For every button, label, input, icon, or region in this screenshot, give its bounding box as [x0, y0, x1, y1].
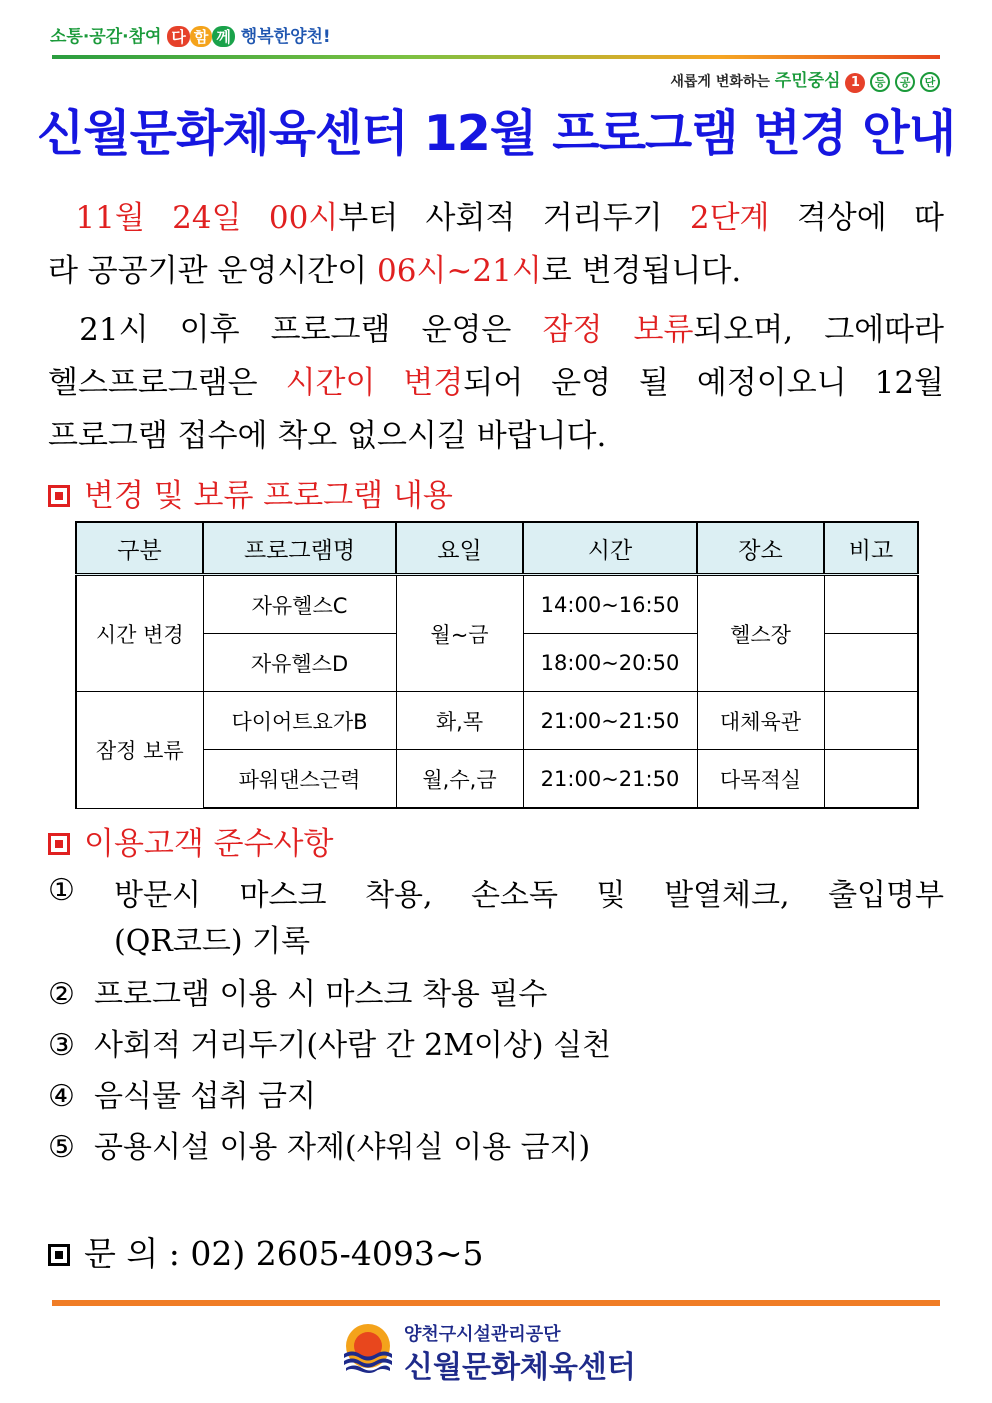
column-header: 구분 [76, 522, 203, 575]
place-cell: 대체육관 [697, 692, 824, 750]
group-cell: 잠정 보류 [76, 692, 203, 809]
time-cell: 21:00~21:50 [523, 750, 697, 809]
rule-text: 음식물 섭취 금지 [94, 1079, 316, 1114]
column-header: 요일 [396, 522, 523, 575]
notice-text: 격상에 따 [769, 200, 945, 236]
sun-wave-emblem-icon [340, 1320, 396, 1376]
column-header: 시간 [523, 522, 697, 575]
center-name: 신월문화체육센터 [404, 1350, 636, 1385]
program-name-cell: 파워댄스근력 [203, 750, 396, 809]
column-header: 비고 [824, 522, 918, 575]
list-item [48, 1071, 944, 1115]
rules-list [48, 0, 944, 1403]
notice-text: 헬스프로그램은 [48, 365, 286, 401]
notice-text: 로 변경됩니다. [541, 253, 742, 289]
column-header: 장소 [697, 522, 824, 575]
time-cell: 21:00~21:50 [523, 692, 697, 750]
slogan-badge-da: 다 [167, 26, 190, 47]
notice-text: 21시 이후 프로그램 운영은 [79, 312, 543, 348]
day-cell: 월,수,금 [396, 750, 523, 809]
page-title: 신월문화체육센터 12월 프로그램 변경 안내 [36, 105, 956, 162]
notice-text: 라 공공기관 운영시간이 [48, 253, 378, 289]
rule-number: ② [48, 977, 75, 1012]
slogan-happy: 행복한 [240, 27, 291, 47]
motto-badge-1: 등 [870, 72, 890, 92]
slogan-text: 소통·공감·참여 [50, 27, 162, 47]
notice-hold: 잠정 보류 [542, 312, 694, 348]
rule-text: 공용시설 이용 자제(샤워실 이용 금지) [94, 1130, 591, 1165]
rule-number: ① [48, 873, 75, 908]
day-cell: 월~금 [396, 575, 523, 692]
section-heading-text: 이용고객 준수사항 [84, 826, 334, 862]
rule-text: 프로그램 이용 시 마스크 착용 필수 [94, 977, 548, 1012]
group-cell: 시간 변경 [76, 575, 203, 692]
program-name-cell: 자유헬스C [203, 575, 396, 634]
rule-number: ⑤ [48, 1130, 75, 1165]
list-item [48, 1020, 944, 1064]
notice-time-change: 시간이 변경 [285, 365, 464, 401]
list-item [48, 1122, 944, 1166]
rule-number: ④ [48, 1079, 75, 1114]
slogan-yangcheon: 양천! [290, 27, 331, 47]
slogan-badge-ge: 께 [212, 26, 235, 47]
time-cell: 18:00~20:50 [523, 634, 697, 692]
rule-text: 사회적 거리두기(사람 간 2M이상) 실천 [94, 1028, 612, 1063]
list-item [48, 873, 944, 919]
contact-text: 문 의 : 02) 2605-4093~5 [84, 1234, 484, 1273]
bottom-divider [52, 1300, 940, 1306]
contact-info [48, 1228, 483, 1275]
rule-text: 방문시 마스크 착용, 손소독 및 발열체크, 출입명부 [114, 878, 944, 913]
column-header: 프로그램명 [203, 522, 396, 575]
slogan-badge-ham: 함 [190, 26, 213, 47]
place-cell: 헬스장 [697, 575, 824, 692]
time-cell: 14:00~16:50 [523, 575, 697, 634]
section-heading-text: 변경 및 보류 프로그램 내용 [84, 478, 453, 514]
motto-number-badge: 1 [845, 73, 865, 93]
list-item [48, 969, 944, 1013]
notice-line-5: 프로그램 접수에 착오 없으시길 바랍니다. [48, 418, 607, 454]
motto-badge-3: 단 [920, 72, 940, 92]
notice-date: 11월 24일 00시 [75, 200, 339, 236]
notice-text: 부터 사회적 거리두기 [338, 200, 690, 236]
motto-badge-2: 공 [895, 72, 915, 92]
day-cell: 화,목 [396, 692, 523, 750]
place-cell: 다목적실 [697, 750, 824, 809]
rule-text: (QR코드) 기록 [114, 924, 311, 959]
motto-text: 새롭게 변화하는 [670, 74, 770, 90]
notice-text: 되어 운영 될 예정이오니 12월 [463, 365, 944, 401]
motto-emphasis: 주민중심 [774, 71, 841, 91]
program-name-cell: 다이어트요가B [203, 692, 396, 750]
program-name-cell: 자유헬스D [203, 634, 396, 692]
notice-level: 2단계 [689, 200, 770, 236]
org-name: 양천구시설관리공단 [404, 1324, 561, 1345]
square-bullet-icon [48, 1244, 70, 1266]
notice-text: 되오며, 그에따라 [693, 312, 944, 348]
rule-number: ③ [48, 1028, 75, 1063]
notice-hours: 06시~21시 [377, 253, 542, 289]
